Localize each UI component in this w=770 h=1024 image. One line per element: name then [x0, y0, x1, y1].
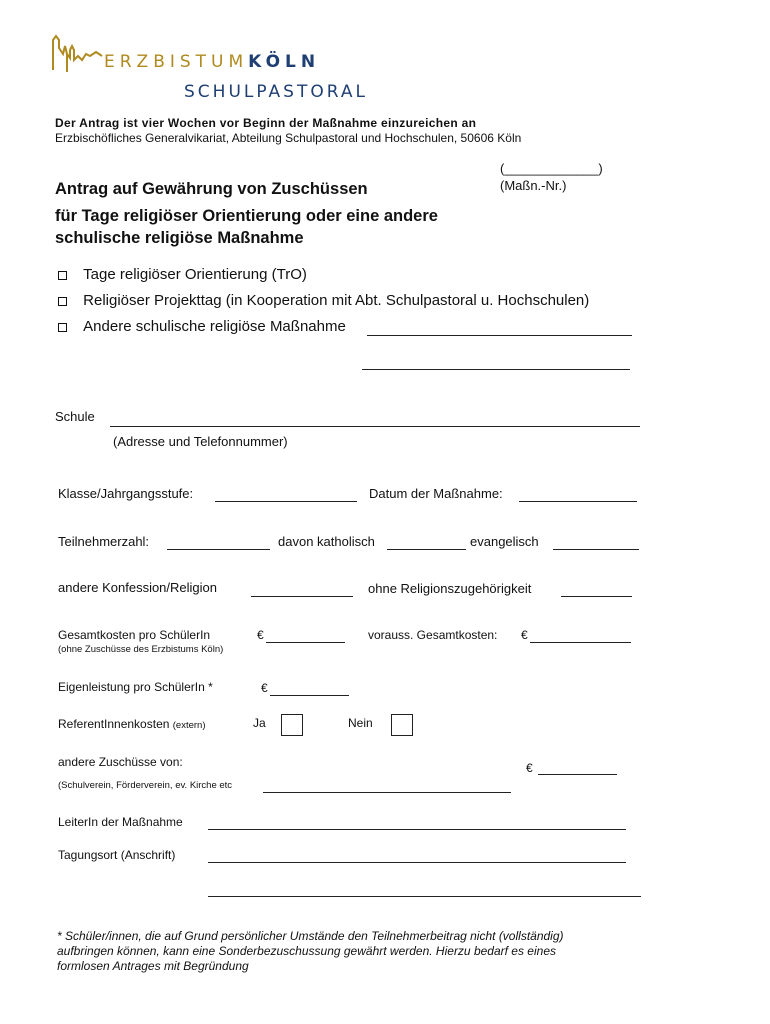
form-title-line3: schulische religiöse Maßnahme [55, 229, 304, 247]
school-field[interactable] [110, 425, 640, 427]
protestant-field[interactable] [553, 548, 639, 550]
participants-label: Teilnehmerzahl: [58, 534, 150, 549]
form-title-line1: Antrag auf Gewährung von Zuschüssen [55, 180, 368, 198]
reference-number-field[interactable]: (_____________) [500, 161, 603, 176]
option-projekttag[interactable] [58, 292, 589, 309]
total-cost-hint: (ohne Zuschüsse des Erzbistums Köln) [58, 644, 224, 655]
other-grants-amount-field[interactable] [538, 773, 617, 775]
no-religion-label: ohne Religionszugehörigkeit [368, 581, 532, 596]
date-label: Datum der Maßnahme: [369, 486, 503, 501]
department-name: SCHULPASTORAL [184, 82, 368, 102]
option-tro-label: Tage religiöser Orientierung (TrO) [83, 266, 307, 283]
other-grants-source-field[interactable] [263, 791, 511, 793]
footnote-line2: aufbringen können, kann eine Sonderbezuschussung gewährt werden. Hierzu bedarf es eines [57, 944, 556, 958]
date-field[interactable] [519, 500, 637, 502]
own-contribution-field[interactable] [270, 694, 349, 696]
speaker-costs-label [58, 717, 206, 731]
catholic-label: davon katholisch [278, 534, 375, 549]
catholic-field[interactable] [387, 548, 466, 550]
other-measure-line-1[interactable] [367, 334, 632, 336]
expected-total-field[interactable] [530, 641, 631, 643]
checkbox-icon[interactable] [58, 323, 67, 332]
no-label: Nein [348, 716, 373, 730]
form-title-line2: für Tage religiöser Orientierung oder eine andere [55, 207, 438, 225]
other-measure-line-2[interactable] [362, 368, 630, 370]
total-cost-label: Gesamtkosten pro SchülerIn [58, 628, 211, 642]
other-grants-hint: (Schulverein, Förderverein, ev. Kirche etc [58, 780, 233, 791]
checkbox-icon[interactable] [58, 271, 67, 280]
checkbox-icon[interactable] [58, 297, 67, 306]
venue-field-1[interactable] [208, 861, 626, 863]
org-logo [104, 52, 320, 72]
org-name-part1: ERZBISTUM [104, 52, 249, 72]
org-name-part2: KÖLN [248, 52, 321, 72]
other-religion-field[interactable] [251, 595, 353, 597]
venue-field-2[interactable] [208, 895, 641, 897]
venue-label: Tagungsort (Anschrift) [58, 848, 176, 862]
yes-checkbox[interactable] [281, 714, 303, 736]
participants-field[interactable] [167, 548, 270, 550]
cathedral-logo-icon [50, 34, 106, 74]
school-label: Schule [55, 409, 95, 424]
expected-total-label: vorauss. Gesamtkosten: [368, 628, 498, 642]
footnote-line3: formlosen Antrages mit Begründung [57, 959, 249, 973]
own-contribution-label: Eigenleistung pro SchülerIn * [58, 680, 213, 694]
footnote-line1: * Schüler/innen, die auf Grund persönlicher Umstände den Teilnehmerbeitrag nicht (vollständig) [57, 929, 564, 943]
submission-notice: Der Antrag ist vier Wochen vor Beginn der Maßnahme einzureichen an [55, 116, 477, 130]
other-religion-label: andere Konfession/Religion [58, 580, 217, 595]
school-hint: (Adresse und Telefonnummer) [113, 434, 288, 449]
no-religion-field[interactable] [561, 595, 632, 597]
leader-label: LeiterIn der Maßnahme [58, 815, 183, 829]
option-tro[interactable] [58, 266, 307, 283]
other-grants-label: andere Zuschüsse von: [58, 755, 183, 769]
yes-label: Ja [253, 716, 266, 730]
total-cost-field[interactable] [266, 641, 345, 643]
protestant-label: evangelisch [470, 534, 539, 549]
no-checkbox[interactable] [391, 714, 413, 736]
reference-number-label: (Maßn.-Nr.) [500, 178, 567, 193]
speaker-costs-hint: (extern) [172, 720, 206, 731]
currency-symbol: € [261, 681, 268, 695]
currency-symbol: € [526, 761, 533, 775]
leader-field[interactable] [208, 828, 626, 830]
currency-symbol: € [257, 628, 264, 642]
speaker-costs-text: ReferentInnenkosten [58, 717, 170, 731]
option-projekttag-label: Religiöser Projekttag (in Kooperation mit Abt. Schulpastoral u. Hochschulen) [83, 292, 590, 309]
submission-address: Erzbischöfliches Generalvikariat, Abteilung Schulpastoral und Hochschulen, 50606 Köln [55, 131, 522, 145]
currency-symbol: € [521, 628, 528, 642]
class-year-field[interactable] [215, 500, 357, 502]
option-other[interactable] [58, 318, 346, 335]
class-year-label: Klasse/Jahrgangsstufe: [58, 486, 194, 501]
option-other-label: Andere schulische religiöse Maßnahme [83, 318, 346, 335]
